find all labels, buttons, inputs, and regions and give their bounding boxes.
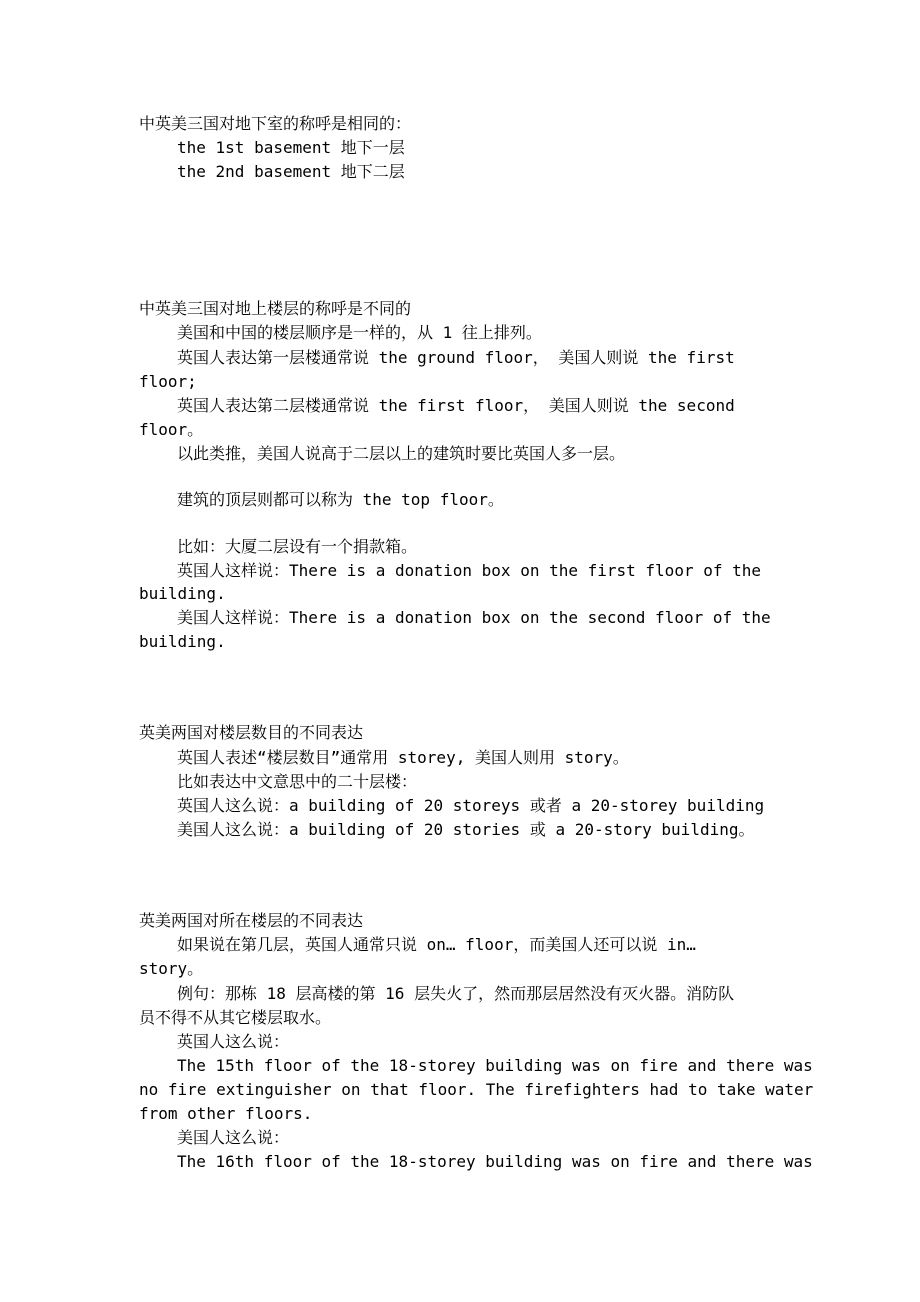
text-line: 英国人表述“楼层数目”通常用 storey, 美国人则用 story。 xyxy=(177,748,629,767)
section-heading: 英美两国对楼层数目的不同表达 xyxy=(139,723,364,742)
text-line: 以此类推，美国人说高于二层以上的建筑时要比英国人多一层。 xyxy=(177,444,626,463)
text-line: 英国人这么说：a building of 20 storeys 或者 a 20-storey building xyxy=(177,796,765,815)
text-line: no fire extinguisher on that floor. The firefighters had to take water xyxy=(139,1080,814,1099)
section-heading: 英美两国对所在楼层的不同表达 xyxy=(139,911,364,930)
text-line: building. xyxy=(139,584,226,603)
text-line: 美国和中国的楼层顺序是一样的，从 1 往上排列。 xyxy=(177,323,542,342)
text-line: 例句：那栋 18 层高楼的第 16 层失火了，然而那层居然没有灭火器。消防队 xyxy=(177,984,735,1003)
text-line: 美国人这样说：There is a donation box on the second floor of the xyxy=(177,608,771,627)
text-line: The 16th floor of the 18-storey building was on fire and there was xyxy=(177,1152,813,1171)
text-line: 如果说在第几层，英国人通常只说 on… floor，而美国人还可以说 in… xyxy=(177,935,696,954)
text-line: 英国人表达第二层楼通常说 the first floor， 美国人则说 the second xyxy=(177,396,735,415)
text-line: 美国人这么说： xyxy=(177,1128,290,1147)
text-line: The 15th floor of the 18-storey building was on fire and there was xyxy=(177,1056,813,1075)
text-line: 员不得不从其它楼层取水。 xyxy=(139,1008,332,1027)
section-heading: 中英美三国对地下室的称呼是相同的： xyxy=(139,114,412,133)
text-line: 英国人这样说：There is a donation box on the first floor of the xyxy=(177,561,762,580)
text-line: 美国人这么说：a building of 20 stories 或 a 20-story building。 xyxy=(177,820,755,839)
text-line: floor。 xyxy=(139,420,204,439)
text-line: from other floors. xyxy=(139,1104,313,1123)
text-line: 比如：大厦二层设有一个捐款箱。 xyxy=(177,537,418,556)
text-line: 英国人这么说： xyxy=(177,1032,290,1051)
text-line: the 2nd basement 地下二层 xyxy=(177,162,405,181)
text-line: floor; xyxy=(139,372,197,391)
text-line: the 1st basement 地下一层 xyxy=(177,138,405,157)
text-line: 比如表达中文意思中的二十层楼： xyxy=(177,772,418,791)
text-line: 英国人表达第一层楼通常说 the ground floor， 美国人则说 the first xyxy=(177,348,735,367)
text-line: story。 xyxy=(139,959,204,978)
text-line: 建筑的顶层则都可以称为 the top floor。 xyxy=(177,490,504,509)
section-heading: 中英美三国对地上楼层的称呼是不同的 xyxy=(139,299,412,318)
text-line: building. xyxy=(139,632,226,651)
